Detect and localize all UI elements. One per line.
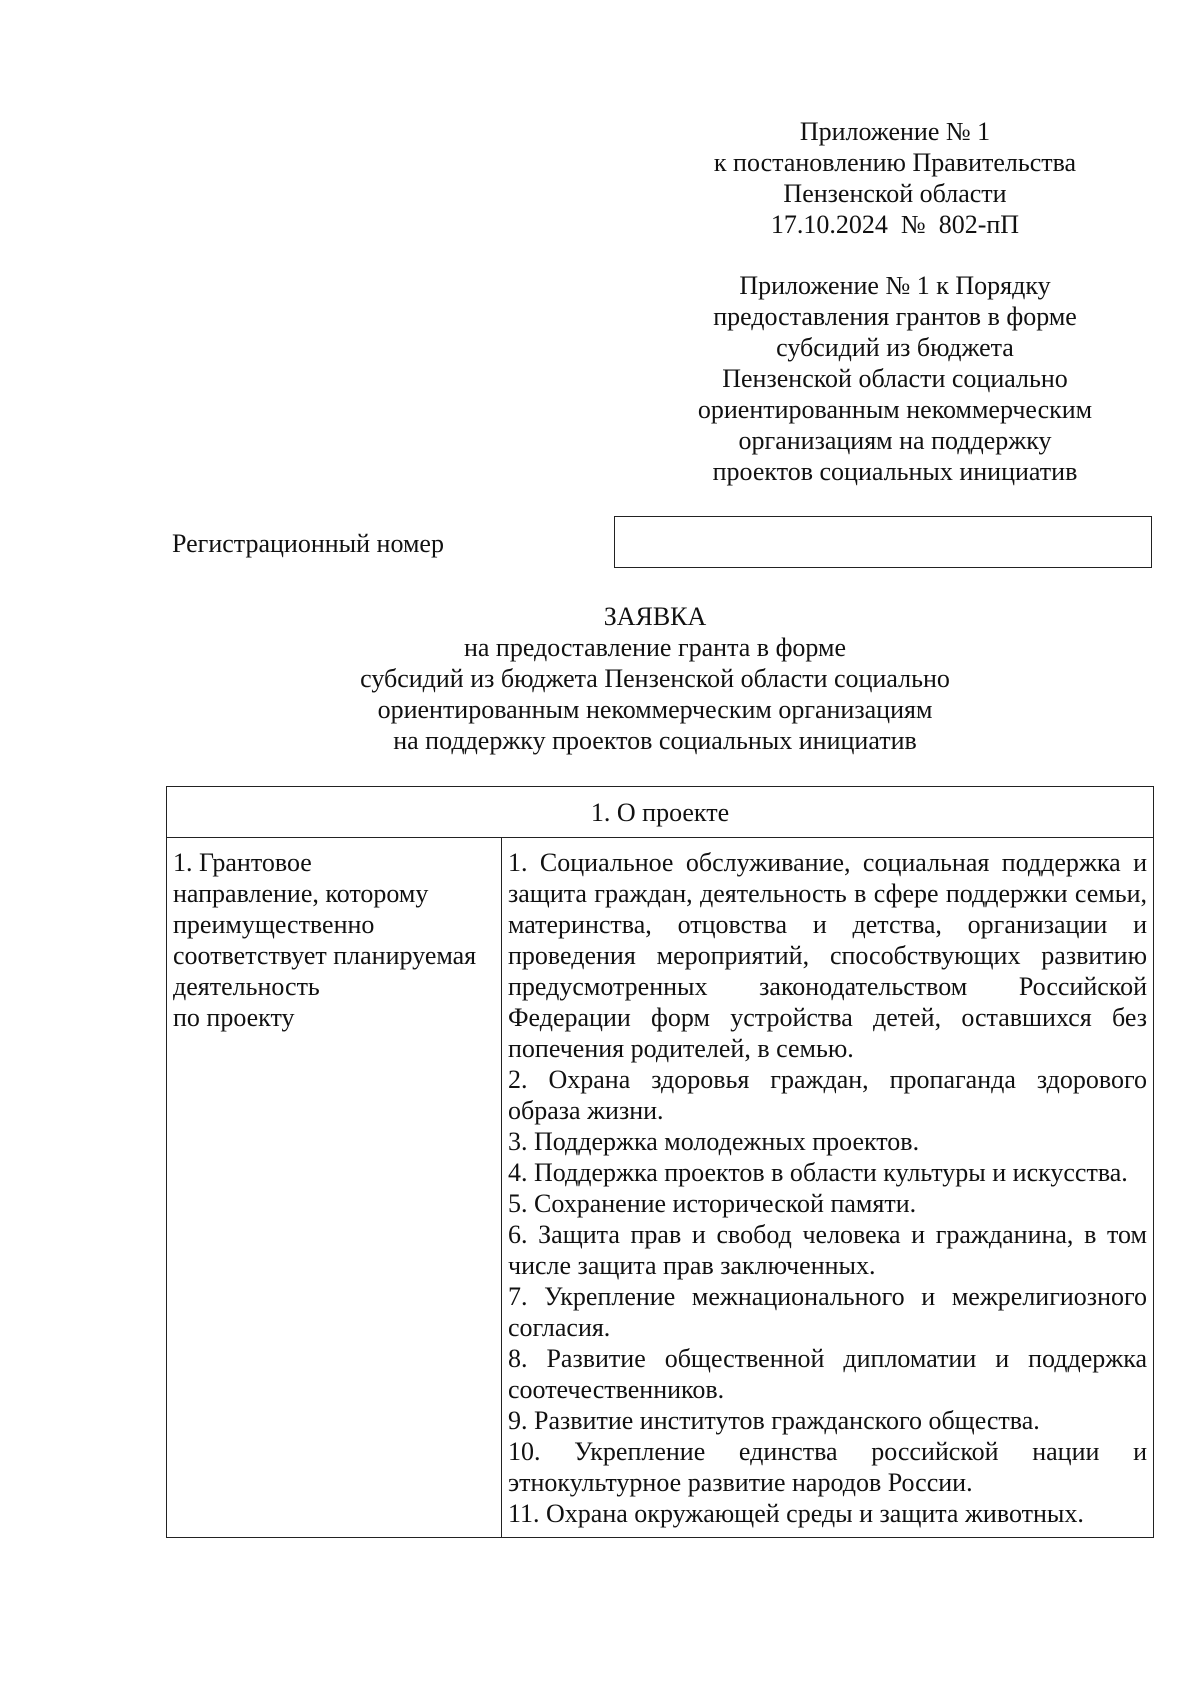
grant-direction-option: 5. Сохранение исторической памяти. [508, 1189, 917, 1218]
table-row [167, 838, 1154, 1538]
grant-direction-option: 10. Укрепление единства российской нации и этнокультурное развитие народов России. [508, 1437, 1147, 1497]
appendix-main-block [660, 116, 1130, 240]
grant-direction-label-line: направление, которому [173, 879, 429, 908]
grant-direction-option: 9. Развитие институтов гражданского общества. [508, 1406, 1040, 1435]
application-title-block [150, 601, 1160, 756]
appendix-order-line: предоставления грантов в форме [713, 302, 1077, 331]
table-section-header-row [167, 787, 1154, 838]
appendix-main-date-number: 17.10.2024 № 802-пП [770, 210, 1020, 239]
grant-direction-label-line: преимущественно [173, 910, 375, 939]
grant-direction-option: 3. Поддержка молодежных проектов. [508, 1127, 920, 1156]
grant-direction-option: 1. Социальное обслуживание, социальная поддержка и защита граждан, деятельность в сфере поддержки семьи, материнства, отцовства и детства, организации и проведения мероприятий, способствующих развитию предусмотренных законодательством Российской Федерации форм устройства детей, оставшихся без попечения родителей, в семью. [508, 848, 1147, 1063]
grant-direction-label-cell [167, 838, 502, 1538]
application-title: ЗАЯВКА [603, 602, 707, 631]
appendix-main-line: Пензенской области [783, 179, 1007, 208]
grant-direction-label-line: 1. Грантовое [173, 848, 312, 877]
appendix-order-line: ориентированным некоммерческим [697, 395, 1093, 424]
grant-direction-option: 11. Охрана окружающей среды и защита животных. [508, 1499, 1084, 1528]
grant-direction-option: 6. Защита прав и свобод человека и гражданина, в том числе защита прав заключенных. [508, 1220, 1147, 1280]
grant-direction-label-line: соответствует планируемая [173, 941, 477, 970]
registration-number-field[interactable] [614, 516, 1152, 568]
appendix-order-line: Пензенской области социально [722, 364, 1068, 393]
application-subtitle-line: субсидий из бюджета Пензенской области социально [360, 664, 950, 693]
project-info-table [166, 786, 1154, 1538]
registration-number-label: Регистрационный номер [172, 529, 444, 558]
section-title: 1. О проекте [167, 787, 1154, 838]
grant-direction-option: 7. Укрепление межнационального и межрелигиозного согласия. [508, 1282, 1147, 1342]
application-subtitle-line: на предоставление гранта в форме [463, 633, 847, 662]
grant-direction-label-line: по проекту [173, 1003, 295, 1032]
application-subtitle-line: на поддержку проектов социальных инициатив [393, 726, 917, 755]
appendix-order-line: субсидий из бюджета [776, 333, 1014, 362]
grant-direction-option: 2. Охрана здоровья граждан, пропаганда здорового образа жизни. [508, 1065, 1147, 1125]
appendix-main-line: к постановлению Правительства [713, 148, 1077, 177]
appendix-main-line: Приложение № 1 [799, 117, 991, 146]
appendix-order-block [660, 270, 1130, 487]
appendix-order-line: Приложение № 1 к Порядку [739, 271, 1051, 300]
grant-direction-label-line: деятельность [173, 972, 320, 1001]
grant-direction-option: 8. Развитие общественной дипломатии и поддержка соотечественников. [508, 1344, 1147, 1404]
application-subtitle-line: ориентированным некоммерческим организациям [377, 695, 933, 724]
appendix-order-line: проектов социальных инициатив [712, 457, 1078, 486]
grant-direction-option: 4. Поддержка проектов в области культуры и искусства. [508, 1158, 1128, 1187]
grant-direction-options-cell [502, 838, 1154, 1538]
appendix-order-line: организациям на поддержку [738, 426, 1052, 455]
